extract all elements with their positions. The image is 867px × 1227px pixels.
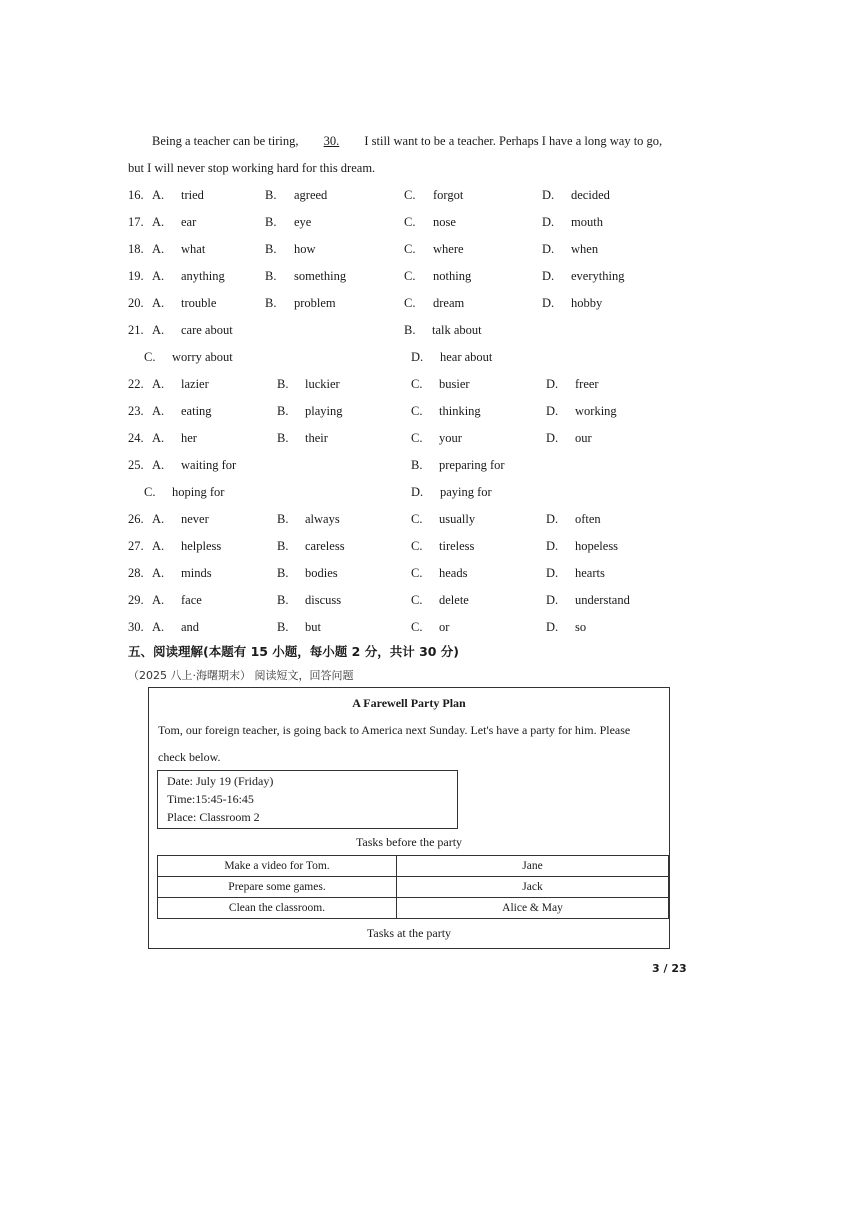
option-letter: D. bbox=[546, 431, 559, 445]
option-text: careless bbox=[305, 539, 345, 553]
question-number: 23. bbox=[128, 404, 144, 418]
plan-date: Date: July 19 (Friday) bbox=[167, 774, 274, 788]
question-source: （2025 八上·海曙期末） 阅读短文，回答问题 bbox=[128, 669, 354, 682]
option-letter: A. bbox=[152, 377, 165, 391]
question-row bbox=[128, 269, 728, 289]
option-letter: D. bbox=[546, 404, 559, 418]
option-text: hearts bbox=[575, 566, 605, 580]
question-number: 21. bbox=[128, 323, 144, 337]
option-text: often bbox=[575, 512, 601, 526]
task-cell: Prepare some games. bbox=[158, 877, 397, 898]
option-text: where bbox=[433, 242, 464, 256]
option-letter: D. bbox=[546, 377, 559, 391]
section-heading: 五、阅读理解(本题有 15 小题，每小题 2 分，共计 30 分) bbox=[128, 644, 460, 659]
passage-line-1 bbox=[152, 134, 662, 149]
option-letter: A. bbox=[152, 458, 165, 472]
option-text: trouble bbox=[181, 296, 217, 310]
question-number: 19. bbox=[128, 269, 144, 283]
option-text: luckier bbox=[305, 377, 340, 391]
option-letter: A. bbox=[152, 593, 165, 607]
question-row bbox=[128, 458, 728, 478]
option-letter: A. bbox=[152, 431, 165, 445]
option-text: something bbox=[294, 269, 347, 283]
task-row bbox=[158, 877, 669, 898]
question-number: 24. bbox=[128, 431, 144, 445]
option-letter: C. bbox=[404, 242, 416, 256]
option-letter: D. bbox=[411, 485, 424, 499]
option-text: playing bbox=[305, 404, 343, 418]
option-text: how bbox=[294, 242, 316, 256]
option-text: worry about bbox=[172, 350, 233, 364]
option-letter: D. bbox=[411, 350, 424, 364]
tasks-at-title: Tasks at the party bbox=[366, 926, 452, 940]
option-letter: B. bbox=[277, 539, 289, 553]
option-text: agreed bbox=[294, 188, 328, 202]
question-row bbox=[128, 296, 728, 316]
question-number: 17. bbox=[128, 215, 144, 229]
question-row bbox=[128, 404, 728, 424]
option-letter: C. bbox=[404, 188, 416, 202]
question-row bbox=[128, 431, 728, 451]
option-text: what bbox=[181, 242, 206, 256]
question-row bbox=[128, 188, 728, 208]
option-text: never bbox=[181, 512, 209, 526]
option-letter: B. bbox=[404, 323, 416, 337]
question-number: 29. bbox=[128, 593, 144, 607]
option-text: problem bbox=[294, 296, 336, 310]
option-text: busier bbox=[439, 377, 470, 391]
plan-time: Time:15:45-16:45 bbox=[167, 792, 254, 806]
option-text: talk about bbox=[432, 323, 482, 337]
option-text: thinking bbox=[439, 404, 481, 418]
option-text: paying for bbox=[440, 485, 492, 499]
option-letter: C. bbox=[404, 296, 416, 310]
option-text: hopeless bbox=[575, 539, 619, 553]
option-text: hoping for bbox=[172, 485, 225, 499]
option-text: so bbox=[575, 620, 587, 634]
option-text: understand bbox=[575, 593, 630, 607]
option-letter: D. bbox=[546, 512, 559, 526]
option-letter: B. bbox=[265, 296, 277, 310]
option-text: nothing bbox=[433, 269, 472, 283]
option-text: care about bbox=[181, 323, 233, 337]
question-number: 27. bbox=[128, 539, 144, 553]
option-text: usually bbox=[439, 512, 476, 526]
question-number: 26. bbox=[128, 512, 144, 526]
option-letter: C. bbox=[411, 566, 423, 580]
question-row bbox=[128, 323, 728, 343]
option-text: decided bbox=[571, 188, 610, 202]
option-text: eye bbox=[294, 215, 312, 229]
option-letter: A. bbox=[152, 620, 165, 634]
option-letter: B. bbox=[277, 431, 289, 445]
option-text: helpless bbox=[181, 539, 222, 553]
question-row bbox=[128, 242, 728, 262]
option-letter: A. bbox=[152, 296, 165, 310]
option-letter: C. bbox=[144, 350, 156, 364]
question-row bbox=[128, 377, 728, 397]
option-letter: A. bbox=[152, 188, 165, 202]
question-row-continued bbox=[128, 485, 728, 505]
option-letter: B. bbox=[277, 593, 289, 607]
option-letter: A. bbox=[152, 512, 165, 526]
option-text: tireless bbox=[439, 539, 475, 553]
option-text: freer bbox=[575, 377, 599, 391]
option-text: forgot bbox=[433, 188, 464, 202]
question-row bbox=[128, 539, 728, 559]
option-text: working bbox=[575, 404, 617, 418]
option-text: everything bbox=[571, 269, 625, 283]
question-number: 16. bbox=[128, 188, 144, 202]
option-text: hear about bbox=[440, 350, 493, 364]
option-text: or bbox=[439, 620, 450, 634]
option-letter: B. bbox=[277, 566, 289, 580]
option-text: your bbox=[439, 431, 462, 445]
question-row bbox=[128, 620, 728, 640]
question-number: 28. bbox=[128, 566, 144, 580]
option-letter: A. bbox=[152, 566, 165, 580]
option-letter: D. bbox=[542, 269, 555, 283]
option-text: waiting for bbox=[181, 458, 237, 472]
option-letter: B. bbox=[265, 188, 277, 202]
option-text: when bbox=[571, 242, 599, 256]
option-text: her bbox=[181, 431, 197, 445]
option-letter: C. bbox=[411, 377, 423, 391]
option-letter: B. bbox=[265, 269, 277, 283]
tasks-before-table bbox=[157, 855, 669, 919]
option-letter: C. bbox=[404, 215, 416, 229]
option-letter: A. bbox=[152, 404, 165, 418]
option-letter: C. bbox=[411, 539, 423, 553]
option-text: anything bbox=[181, 269, 225, 283]
option-text: heads bbox=[439, 566, 468, 580]
answer-blank bbox=[306, 134, 358, 149]
question-number: 22. bbox=[128, 377, 144, 391]
question-row bbox=[128, 566, 728, 586]
question-row bbox=[128, 593, 728, 613]
option-letter: C. bbox=[411, 512, 423, 526]
option-text: face bbox=[181, 593, 202, 607]
option-text: lazier bbox=[181, 377, 209, 391]
option-letter: C. bbox=[411, 593, 423, 607]
option-text: tried bbox=[181, 188, 204, 202]
question-row-continued bbox=[128, 350, 728, 370]
passage-text-before: Being a teacher can be tiring, bbox=[152, 134, 299, 148]
passage-line-2: but I will never stop working hard for this dream. bbox=[128, 161, 376, 175]
passage-text-after: I still want to be a teacher. Perhaps I have a long way to go, bbox=[364, 134, 663, 148]
option-letter: D. bbox=[546, 620, 559, 634]
party-plan-box bbox=[148, 687, 670, 949]
option-text: nose bbox=[433, 215, 456, 229]
option-letter: C. bbox=[144, 485, 156, 499]
blank-label: 30. bbox=[323, 134, 340, 148]
task-row bbox=[158, 856, 669, 877]
plan-intro-line-2: check below. bbox=[158, 750, 221, 764]
option-text: mouth bbox=[571, 215, 603, 229]
option-text: bodies bbox=[305, 566, 338, 580]
task-row bbox=[158, 898, 669, 919]
option-text: ear bbox=[181, 215, 197, 229]
option-letter: A. bbox=[152, 242, 165, 256]
option-text: and bbox=[181, 620, 200, 634]
option-text: dream bbox=[433, 296, 465, 310]
option-letter: B. bbox=[411, 458, 423, 472]
option-letter: B. bbox=[277, 512, 289, 526]
page-number: 3 / 23 bbox=[652, 962, 687, 975]
option-letter: A. bbox=[152, 539, 165, 553]
option-letter: C. bbox=[404, 269, 416, 283]
option-letter: A. bbox=[152, 269, 165, 283]
option-text: their bbox=[305, 431, 328, 445]
option-letter: C. bbox=[411, 431, 423, 445]
option-letter: B. bbox=[265, 215, 277, 229]
option-letter: D. bbox=[542, 188, 555, 202]
option-letter: D. bbox=[546, 539, 559, 553]
option-text: eating bbox=[181, 404, 212, 418]
question-number: 20. bbox=[128, 296, 144, 310]
task-person-cell: Alice & May bbox=[397, 898, 669, 919]
option-letter: D. bbox=[542, 296, 555, 310]
option-letter: D. bbox=[546, 566, 559, 580]
option-letter: B. bbox=[265, 242, 277, 256]
question-number: 30. bbox=[128, 620, 144, 634]
plan-details-box bbox=[157, 770, 458, 829]
option-letter: B. bbox=[277, 620, 289, 634]
task-cell: Clean the classroom. bbox=[158, 898, 397, 919]
plan-intro-line-1: Tom, our foreign teacher, is going back to America next Sunday. Let's have a party for him. Please bbox=[158, 723, 631, 737]
option-text: but bbox=[305, 620, 321, 634]
option-text: hobby bbox=[571, 296, 603, 310]
option-letter: B. bbox=[277, 404, 289, 418]
plan-place: Place: Classroom 2 bbox=[167, 810, 260, 824]
option-letter: B. bbox=[277, 377, 289, 391]
option-letter: A. bbox=[152, 323, 165, 337]
option-letter: D. bbox=[546, 593, 559, 607]
option-letter: C. bbox=[411, 404, 423, 418]
plan-title: A Farewell Party Plan bbox=[352, 696, 466, 710]
option-letter: A. bbox=[152, 215, 165, 229]
task-cell: Make a video for Tom. bbox=[158, 856, 397, 877]
option-text: minds bbox=[181, 566, 212, 580]
task-person-cell: Jane bbox=[397, 856, 669, 877]
question-row bbox=[128, 215, 728, 235]
option-text: our bbox=[575, 431, 592, 445]
option-letter: C. bbox=[411, 620, 423, 634]
option-text: discuss bbox=[305, 593, 342, 607]
option-text: preparing for bbox=[439, 458, 505, 472]
tasks-before-title: Tasks before the party bbox=[355, 835, 463, 849]
option-letter: D. bbox=[542, 242, 555, 256]
option-text: delete bbox=[439, 593, 469, 607]
task-person-cell: Jack bbox=[397, 877, 669, 898]
question-row bbox=[128, 512, 728, 532]
question-number: 25. bbox=[128, 458, 144, 472]
question-number: 18. bbox=[128, 242, 144, 256]
option-text: always bbox=[305, 512, 340, 526]
option-letter: D. bbox=[542, 215, 555, 229]
